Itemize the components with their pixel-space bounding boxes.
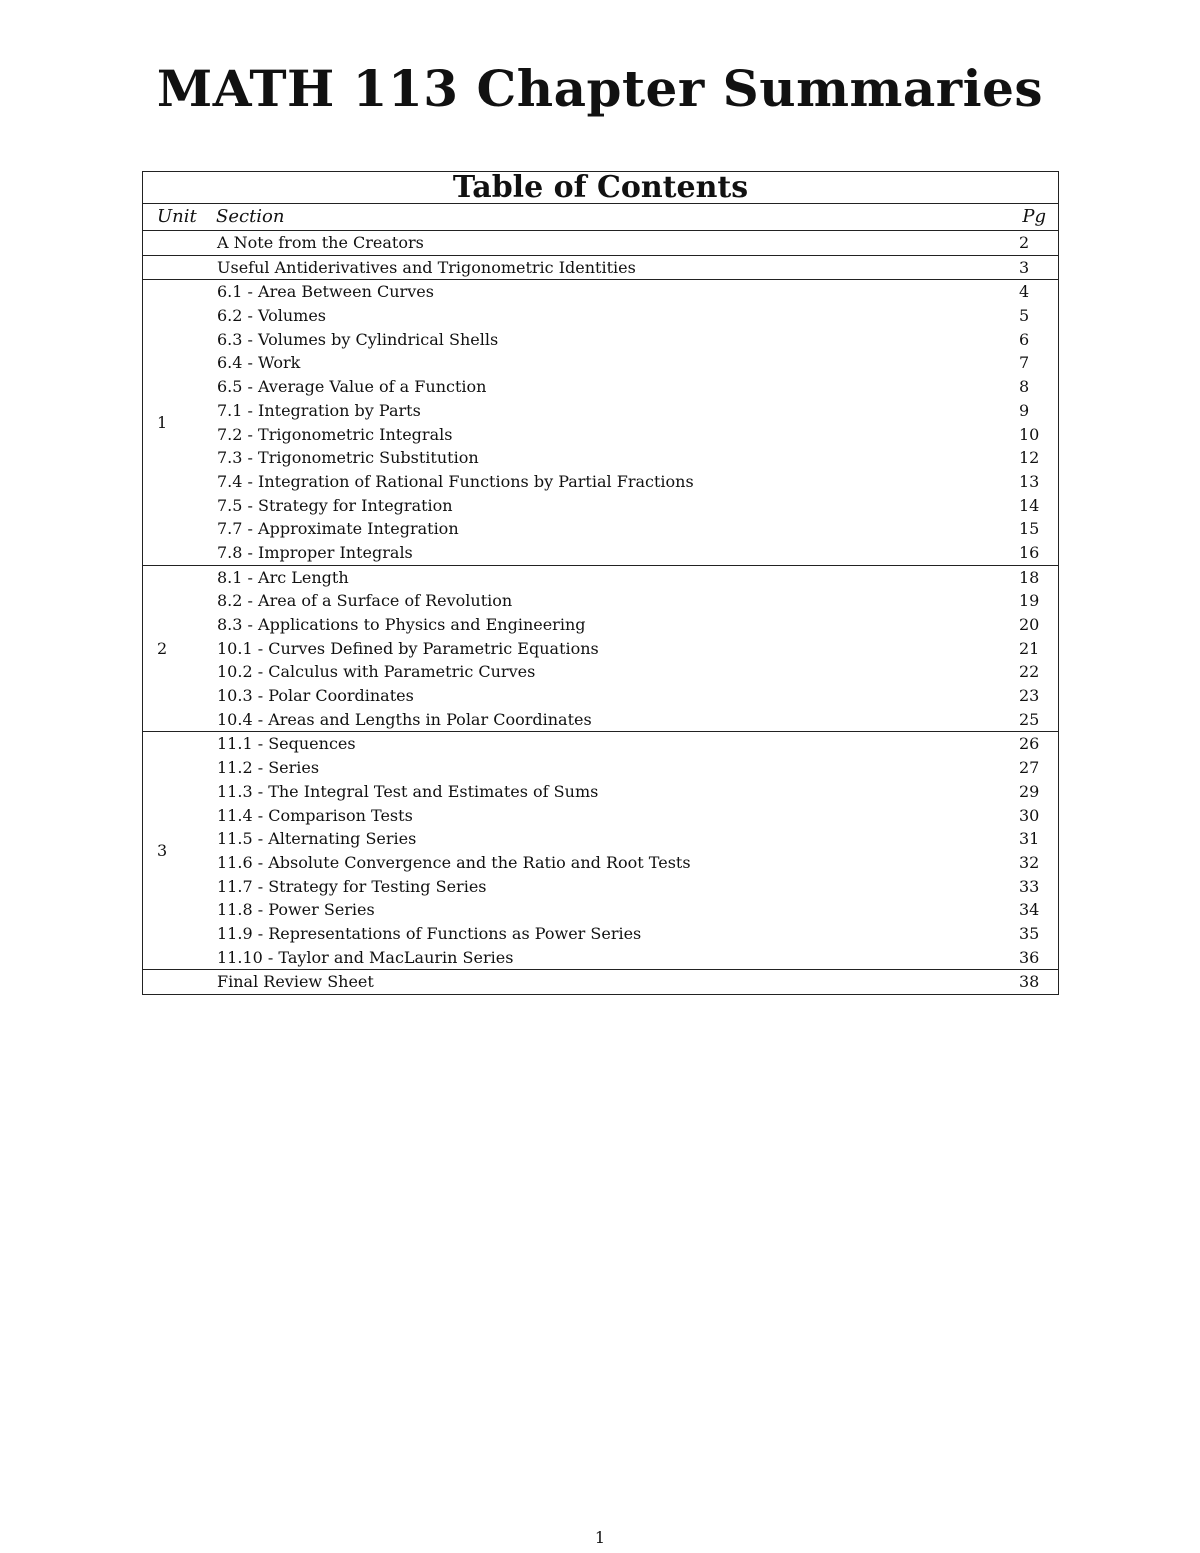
section-page: 26: [1019, 734, 1040, 754]
section-title: 11.5 - Alternating Series: [217, 829, 417, 849]
section-title: 6.1 - Area Between Curves: [217, 282, 434, 302]
section-title: A Note from the Creators: [217, 233, 424, 252]
section-title: 10.1 - Curves Defined by Parametric Equations: [217, 638, 599, 658]
toc-row: [216, 732, 1058, 756]
section-title: 7.3 - Trigonometric Substitution: [217, 448, 479, 468]
toc-row: [216, 423, 1058, 447]
toc-row: [216, 875, 1058, 899]
section-page: 2: [1019, 233, 1030, 252]
section-page: 10: [1019, 424, 1040, 444]
toc-row: [216, 280, 1058, 304]
column-header-page: Pg: [1022, 206, 1046, 227]
section-page: 16: [1019, 542, 1040, 562]
toc-group: [143, 256, 1058, 281]
toc-row: [216, 566, 1058, 590]
toc-row: [216, 399, 1058, 423]
section-page: 18: [1019, 567, 1040, 587]
section-page: 34: [1019, 900, 1040, 920]
toc-row: [216, 660, 1058, 684]
toc-row: [216, 708, 1058, 732]
section-page: 15: [1019, 519, 1040, 539]
unit-label: 3: [157, 841, 168, 861]
section-title: 11.2 - Series: [217, 758, 320, 778]
section-title: 10.3 - Polar Coordinates: [217, 686, 414, 706]
section-title: 11.8 - Power Series: [217, 900, 375, 920]
section-title: Final Review Sheet: [217, 972, 374, 992]
toc-row: [216, 613, 1058, 637]
section-title: 7.7 - Approximate Integration: [217, 519, 459, 539]
column-header-unit: Unit: [157, 206, 197, 227]
toc-row: [216, 684, 1058, 708]
toc-header-row: [143, 204, 1058, 231]
section-page: 19: [1019, 591, 1040, 611]
toc-row: [216, 494, 1058, 518]
section-page: 5: [1019, 306, 1030, 326]
toc-row: [216, 541, 1058, 565]
toc-row: [216, 851, 1058, 875]
section-page: 22: [1019, 662, 1040, 682]
section-title: 11.7 - Strategy for Testing Series: [217, 876, 487, 896]
section-page: 27: [1019, 758, 1040, 778]
section-page: 25: [1019, 709, 1040, 729]
toc-row: [216, 446, 1058, 470]
section-page: 9: [1019, 400, 1030, 420]
toc-group: [143, 970, 1058, 994]
section-page: 33: [1019, 876, 1040, 896]
toc-group: [143, 566, 1058, 733]
toc-row: [216, 231, 1058, 255]
section-title: 7.4 - Integration of Rational Functions by Partial Fractions: [217, 471, 694, 491]
unit-label: [143, 231, 216, 255]
section-title: 8.3 - Applications to Physics and Engineering: [217, 615, 586, 634]
unit-label: [143, 970, 216, 994]
unit-label: 2: [157, 639, 168, 659]
toc-group: [143, 280, 1058, 565]
section-title: 6.3 - Volumes by Cylindrical Shells: [217, 329, 499, 349]
section-page: 4: [1019, 282, 1030, 302]
section-page: 35: [1019, 923, 1040, 943]
unit-label: [143, 256, 216, 280]
section-title: 11.9 - Representations of Functions as Power Series: [217, 923, 642, 943]
section-page: 3: [1019, 257, 1030, 277]
toc-row: [216, 328, 1058, 352]
toc-row: [216, 351, 1058, 375]
section-title: 6.4 - Work: [217, 353, 301, 373]
toc-row: [216, 470, 1058, 494]
section-title: 11.3 - The Integral Test and Estimates of Sums: [217, 781, 599, 801]
section-title: 7.2 - Trigonometric Integrals: [217, 424, 453, 444]
column-header-section: Section: [216, 206, 285, 227]
section-title: 6.5 - Average Value of a Function: [217, 377, 487, 397]
section-title: 11.4 - Comparison Tests: [217, 805, 413, 825]
section-page: 12: [1019, 448, 1040, 468]
section-title: 7.5 - Strategy for Integration: [217, 495, 453, 515]
toc-group: [143, 231, 1058, 256]
section-page: 13: [1019, 471, 1040, 491]
unit-label: 1: [157, 413, 168, 432]
toc-group: [143, 732, 1058, 970]
page-number: 1: [594, 1528, 606, 1547]
toc-row: [216, 756, 1058, 780]
toc-row: [216, 589, 1058, 613]
section-title: 6.2 - Volumes: [217, 306, 327, 326]
section-page: 32: [1019, 852, 1040, 872]
section-title: 11.10 - Taylor and MacLaurin Series: [217, 947, 514, 967]
section-title: Useful Antiderivatives and Trigonometric Identities: [217, 257, 636, 277]
section-page: 30: [1019, 805, 1040, 825]
section-title: 10.2 - Calculus with Parametric Curves: [217, 662, 536, 682]
section-page: 6: [1019, 329, 1030, 349]
section-title: 11.1 - Sequences: [217, 734, 356, 754]
toc-row: [216, 898, 1058, 922]
section-title: 10.4 - Areas and Lengths in Polar Coordinates: [217, 709, 592, 729]
section-page: 36: [1019, 947, 1040, 967]
toc-row: [216, 375, 1058, 399]
section-page: 31: [1019, 829, 1040, 849]
section-page: 38: [1019, 972, 1040, 992]
toc-row: [216, 304, 1058, 328]
toc-row: [216, 780, 1058, 804]
section-page: 8: [1019, 377, 1030, 397]
document-title: MATH 113 Chapter Summaries: [156, 59, 1044, 118]
section-page: 7: [1019, 353, 1030, 373]
section-title: 7.1 - Integration by Parts: [217, 400, 421, 420]
toc-row: [216, 827, 1058, 851]
section-page: 23: [1019, 686, 1040, 706]
table-of-contents: [142, 171, 1059, 995]
toc-row: [216, 256, 1058, 280]
section-title: 7.8 - Improper Integrals: [217, 542, 413, 562]
toc-row: [216, 922, 1058, 946]
section-title: 8.1 - Arc Length: [217, 567, 349, 587]
toc-row: [216, 970, 1058, 994]
section-page: 20: [1019, 615, 1040, 634]
toc-heading: Table of Contents: [143, 172, 1058, 204]
section-page: 14: [1019, 495, 1040, 515]
toc-body: [143, 231, 1058, 994]
toc-row: [216, 946, 1058, 970]
toc-row: [216, 804, 1058, 828]
section-title: 11.6 - Absolute Convergence and the Ratio and Root Tests: [217, 852, 691, 872]
toc-row: [216, 637, 1058, 661]
section-page: 29: [1019, 781, 1040, 801]
toc-row: [216, 517, 1058, 541]
section-page: 21: [1019, 638, 1040, 658]
section-title: 8.2 - Area of a Surface of Revolution: [217, 591, 513, 611]
